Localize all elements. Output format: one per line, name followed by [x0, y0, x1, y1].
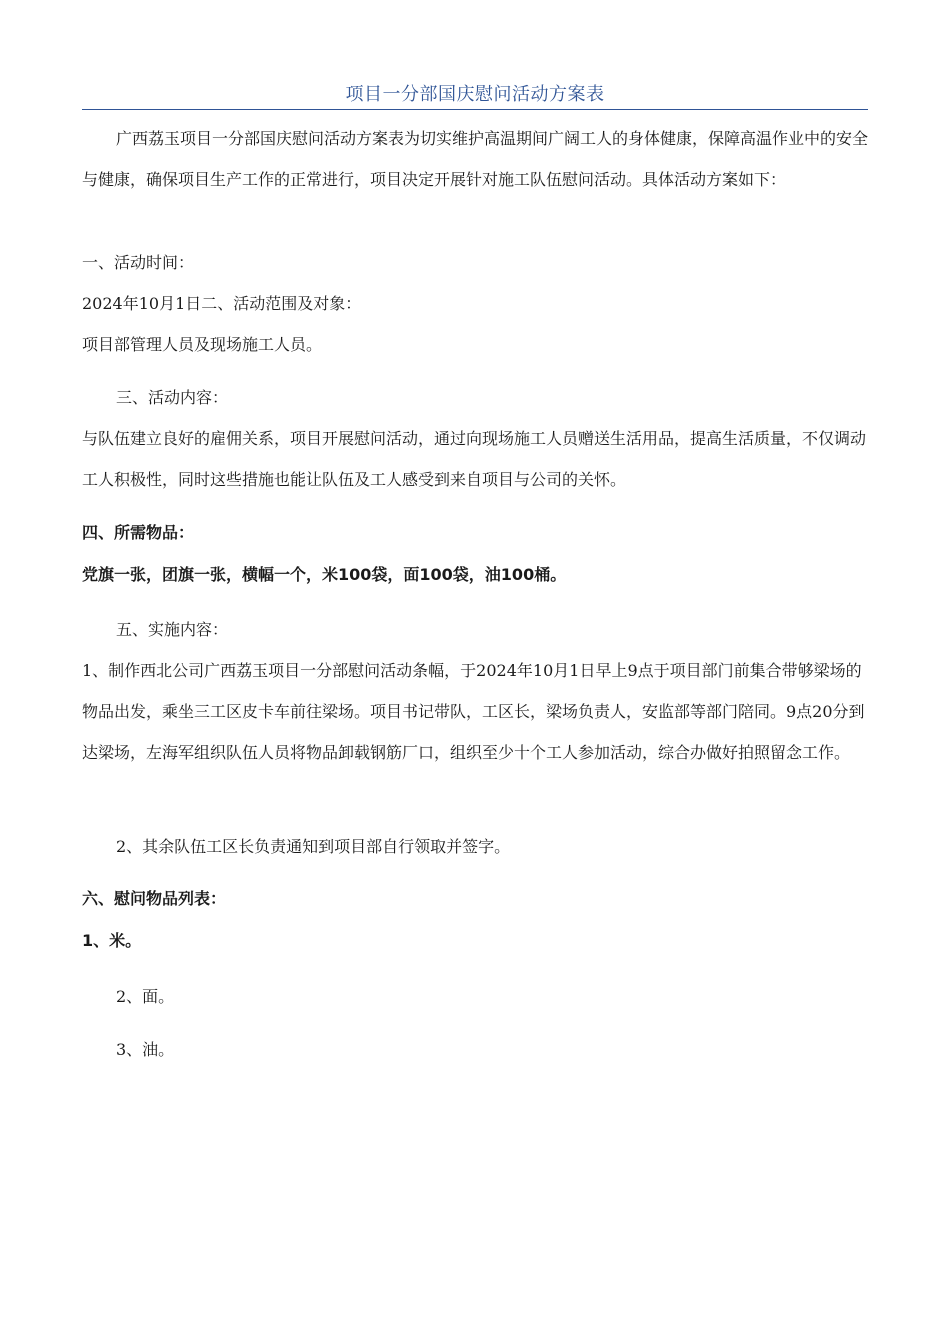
- document-title: 项目一分部国庆慰问活动方案表: [345, 84, 605, 105]
- section6-item-3: 3、油。: [116, 1040, 175, 1059]
- section6-item-1: 1、米。: [82, 931, 142, 950]
- section5-heading: 五、实施内容：: [116, 620, 229, 639]
- section6-item-2: 2、面。: [116, 987, 175, 1006]
- section2-body: 项目部管理人员及现场施工人员。: [82, 335, 323, 354]
- intro-paragraph: 广西荔玉项目一分部国庆慰问活动方案表为切实维护高温期间广阔工人的身体健康，保障高温作业中的安全与健康，确保项目生产工作的正常进行，项目决定开展针对施工队伍慰问活动。具体活动方案如下：: [82, 129, 869, 189]
- section4-body: 党旗一张，团旗一张，横幅一个，米100袋，面100袋，油100桶。: [82, 565, 567, 584]
- section1-date-line: 2024年10月1日二、活动范围及对象：: [82, 294, 362, 313]
- title-underline: [82, 109, 868, 110]
- section4-heading: 四、所需物品：: [82, 523, 195, 542]
- section5-item-2: 2、其余队伍工区长负责通知到项目部自行领取并签字。: [116, 837, 511, 856]
- section3-heading: 三、活动内容：: [116, 388, 229, 407]
- section3-body: 与队伍建立良好的雇佣关系，项目开展慰问活动，通过向现场施工人员赠送生活用品，提高生活质量，不仅调动工人积极性，同时这些措施也能让队伍及工人感受到来自项目与公司的关怀。: [82, 429, 867, 489]
- section6-heading: 六、慰问物品列表：: [82, 889, 227, 908]
- section1-heading: 一、活动时间：: [82, 253, 195, 272]
- section5-item-1: 1、制作西北公司广西荔玉项目一分部慰问活动条幅，于2024年10月1日早上9点于项目部门前集合带够梁场的物品出发，乘坐三工区皮卡车前往梁场。项目书记带队，工区长，梁场负责人，安监部等部门陪同。9点20分到达梁场，左海军组织队伍人员将物品卸载钢筋厂口，组织至少十个工人参加活动，综合办做好拍照留念工作。: [82, 661, 865, 762]
